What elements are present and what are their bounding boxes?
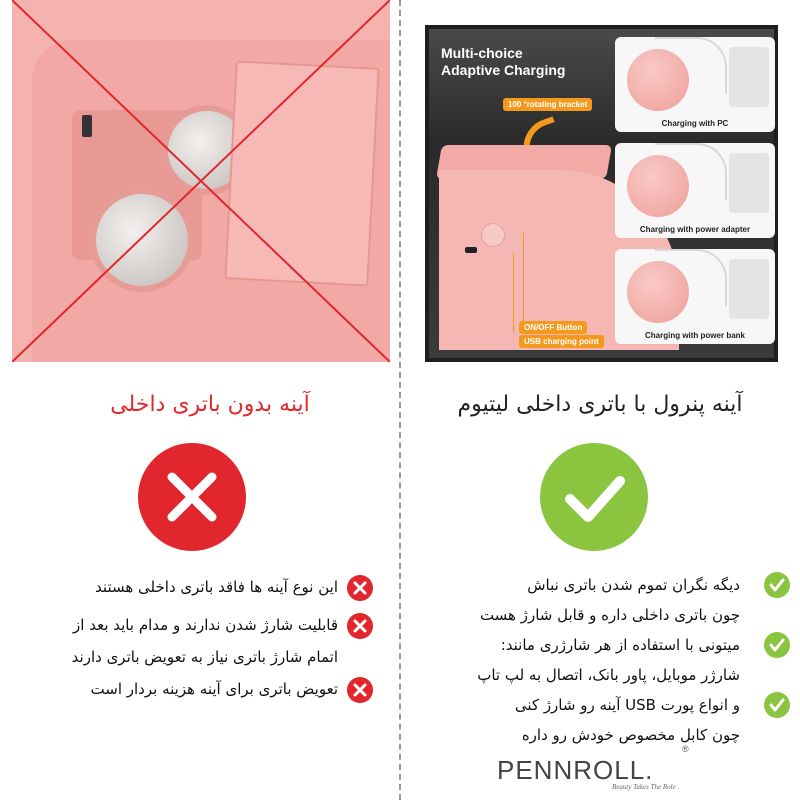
charging-panel-pc bbox=[615, 37, 775, 132]
panel-caption: Charging with power bank bbox=[644, 331, 745, 340]
left-point: قابلیت شارژ شدن ندارند و مدام باید بعد از bbox=[73, 616, 338, 634]
brand-tagline: Beauty Takes The Role . bbox=[612, 783, 680, 791]
onoff-label: ON/OFF Button bbox=[519, 321, 587, 334]
right-point: میتونی با استفاده از هر شارژری مانند: bbox=[500, 636, 740, 654]
callout-line bbox=[523, 233, 524, 321]
laptop-icon bbox=[729, 47, 769, 107]
cross-icon bbox=[347, 677, 373, 703]
cable bbox=[655, 37, 727, 94]
callout-line bbox=[513, 253, 514, 333]
check-icon bbox=[764, 572, 790, 598]
cross-icon bbox=[347, 613, 373, 639]
cross-icon bbox=[347, 575, 373, 601]
cross-icon bbox=[138, 443, 246, 551]
right-heading: آینه پنرول با باتری داخلی لیتیوم bbox=[457, 392, 743, 417]
bracket-label: 100 °rotating bracket bbox=[503, 98, 592, 111]
charging-panel-adapter bbox=[615, 143, 775, 238]
left-point: اتمام شارژ باتری نیاز به تعویض باتری دارند bbox=[71, 648, 338, 666]
power-bank-icon bbox=[729, 259, 769, 319]
right-point: و انواع پورت USB آینه رو شارژ کنی bbox=[514, 696, 740, 714]
left-point: تعویض باتری برای آینه هزینه بردار است bbox=[90, 680, 338, 698]
check-icon bbox=[764, 632, 790, 658]
check-icon bbox=[764, 692, 790, 718]
left-point: این نوع آینه ها فاقد باتری داخلی هستند bbox=[95, 578, 338, 596]
right-point: چون باتری داخلی داره و قابل شارژ هست bbox=[479, 606, 740, 624]
power-adapter-icon bbox=[729, 153, 769, 213]
right-point: دیگه نگران تموم شدن باتری نباش bbox=[527, 576, 740, 594]
cable bbox=[655, 143, 727, 200]
cable bbox=[655, 249, 727, 306]
brand-logo-text: PENNROLL. bbox=[497, 755, 654, 785]
photo-title-line1: Multi-choice bbox=[441, 45, 523, 61]
red-cross-overlay bbox=[12, 0, 390, 362]
coin-battery-mirror-photo bbox=[12, 0, 390, 362]
charging-panel-powerbank bbox=[615, 249, 775, 344]
left-heading: آینه بدون باتری داخلی bbox=[110, 392, 310, 417]
right-point: شارژر موبایل، پاور بانک، اتصال به لپ تاپ bbox=[477, 666, 740, 684]
panel-caption: Charging with PC bbox=[661, 119, 729, 128]
usb-port-icon bbox=[465, 247, 477, 253]
photo-title-line2: Adaptive Charging bbox=[441, 62, 566, 78]
panel-caption: Charging with power adapter bbox=[639, 225, 751, 234]
registered-mark: ® bbox=[682, 744, 689, 754]
dashed-divider bbox=[399, 0, 401, 800]
power-button-icon bbox=[481, 223, 505, 247]
right-point: چون کابل مخصوص خودش رو داره bbox=[521, 726, 740, 744]
photo-title bbox=[441, 45, 565, 79]
check-icon bbox=[540, 443, 648, 551]
usb-label: USB charging point bbox=[519, 335, 604, 348]
brand-logo bbox=[497, 755, 653, 786]
rechargeable-mirror-photo bbox=[425, 25, 778, 362]
